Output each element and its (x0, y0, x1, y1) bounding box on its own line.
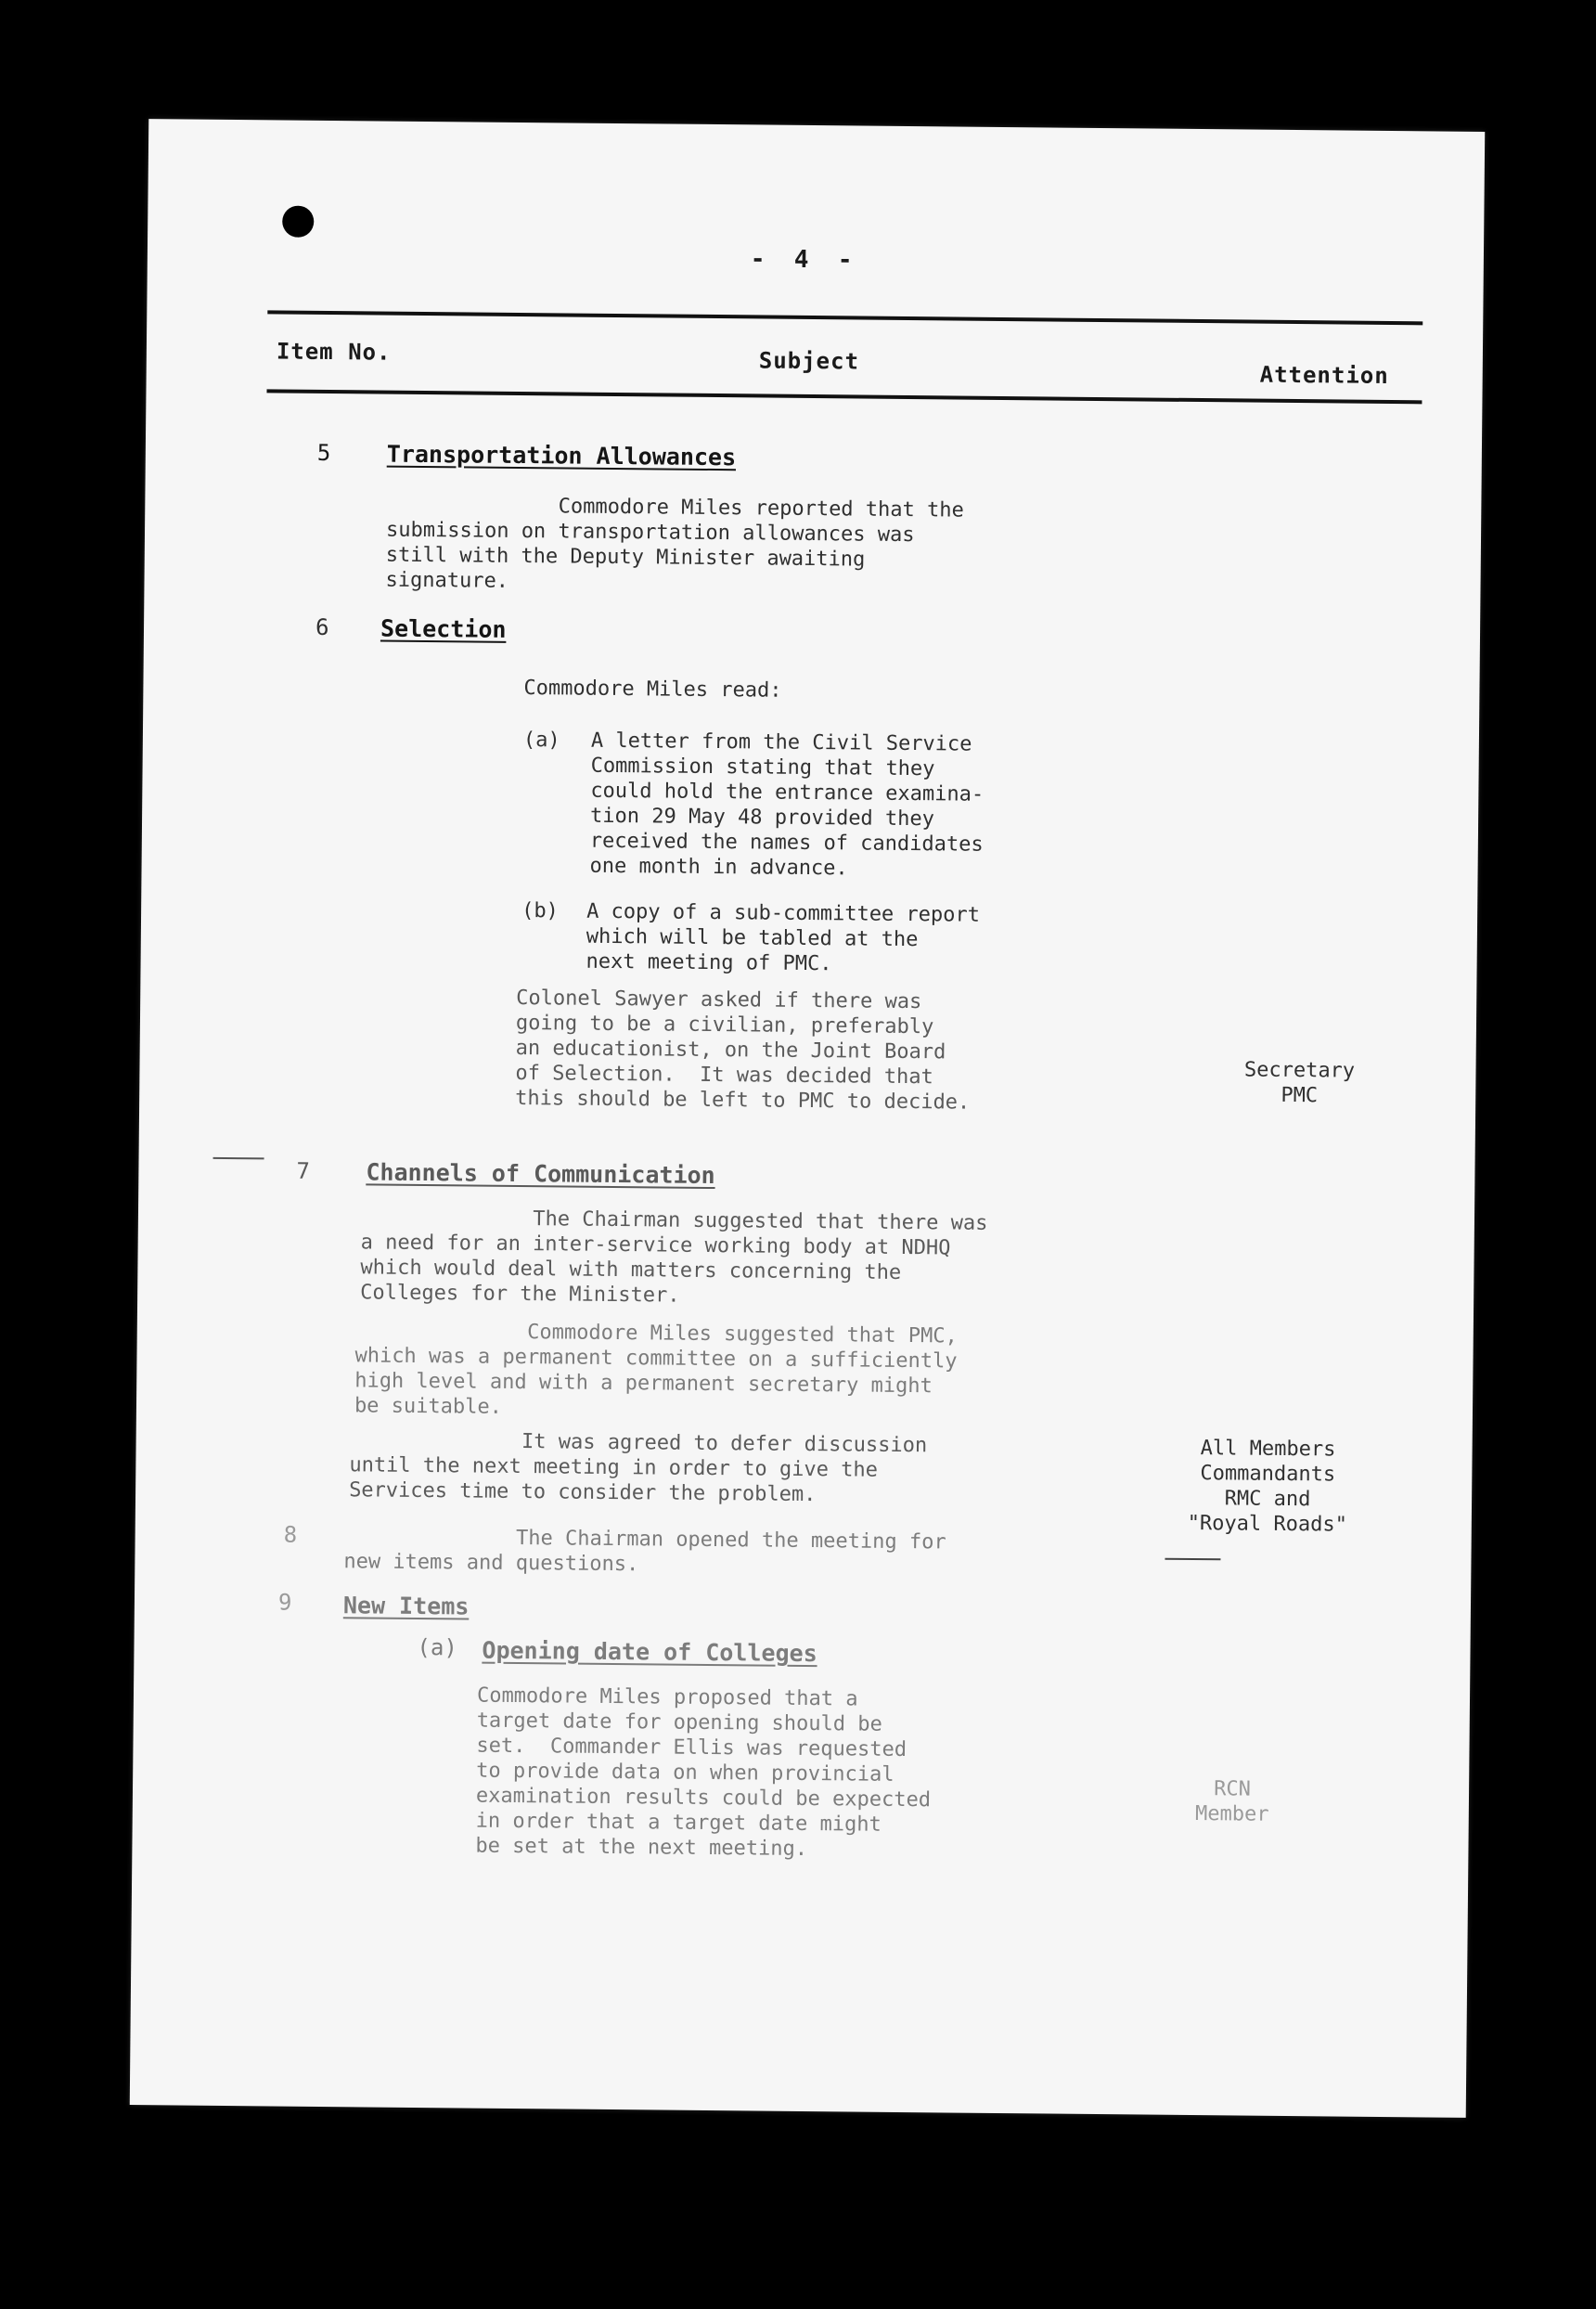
item-5-number: 5 (316, 439, 331, 467)
header-attention: Attention (1259, 361, 1389, 389)
item-9-a-label: (a) (417, 1633, 458, 1661)
item-6-title: Selection (380, 614, 507, 643)
header-item-no: Item No. (276, 338, 392, 366)
item-6-a-text: A letter from the Civil Service Commission stating that they could hold the entrance examina- tion 29 May 48 provided they received the names of candidates one month in advance. (589, 729, 985, 881)
item-6-b-label: (b) (521, 899, 559, 923)
item-8-number: 8 (283, 1521, 298, 1548)
item-9-title: New Items (342, 1592, 470, 1620)
item-6-a-label: (a) (522, 729, 560, 753)
item-9-a-title: Opening date of Colleges (482, 1636, 817, 1668)
header-subject: Subject (758, 347, 860, 375)
header-bottom-rule (266, 389, 1422, 404)
item-5-title: Transportation Allowances (386, 440, 737, 471)
item-6-attention: Secretary PMC (1243, 1058, 1356, 1108)
item-7-title: Channels of Communication (366, 1158, 715, 1190)
item-7-number: 7 (296, 1157, 311, 1184)
header-top-rule (267, 310, 1422, 325)
item-6-b-text: A copy of a sub-committee report which will be tabled at the next meeting of PMC. (586, 899, 981, 976)
item-9-attention: RCN Member (1194, 1777, 1269, 1826)
item-9-number: 9 (277, 1589, 292, 1616)
item-7-attention: All Members Commandants RMC and "Royal Roads" (1187, 1437, 1348, 1537)
document-page (130, 119, 1485, 2118)
item-7-paragraph-2: Commodore Miles suggested that PMC, which was a permanent committee on a sufficiently high level and with a permanent secretary might be suitable. (354, 1319, 958, 1419)
margin-mark (213, 1157, 264, 1160)
item-7-paragraph-1: The Chairman suggested that there was a need for an inter-service working body at NDHQ which would deal with matters concerning the Colleges for the Minister. (360, 1206, 988, 1308)
item-6-paragraph: Colonel Sawyer asked if there was going to be a civilian, preferably an educationist, on the Joint Board of Selection. It was decided that this should be left to PMC to decide. (515, 986, 971, 1115)
item-5-paragraph: Commodore Miles reported that the submission on transportation allowances was still with the Deputy Minister awaiting signature. (385, 493, 964, 593)
item-7-paragraph-3: It was agreed to defer discussion until the next meeting in order to give the Services time to consider the problem. (349, 1428, 928, 1507)
item-9-paragraph: Commodore Miles proposed that a target date for opening should be set. Commander Ellis was requested to provide data on when provincial examination results could be expected in order that a target date might be set at the next meeting. (475, 1683, 932, 1862)
margin-mark-2 (1165, 1558, 1220, 1561)
page-number: - 4 - (750, 245, 853, 275)
item-6-intro: Commodore Miles read: (523, 677, 782, 703)
punch-hole (282, 206, 314, 238)
item-8-paragraph: The Chairman opened the meeting for new items and questions. (343, 1525, 946, 1577)
item-6-number: 6 (315, 613, 329, 641)
